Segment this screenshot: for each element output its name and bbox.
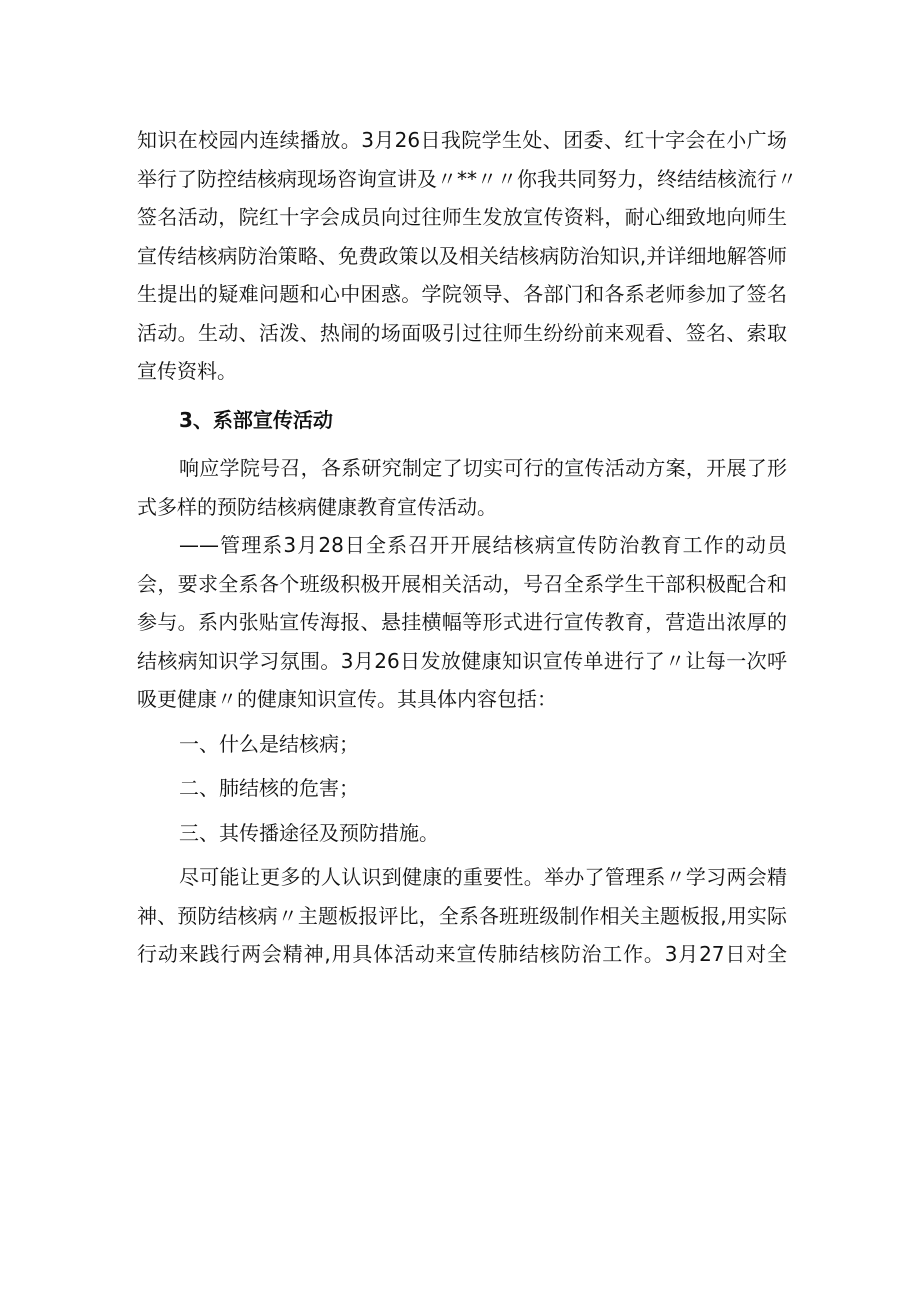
text-line: ——管理系3月28日全系召开开展结核病宣传防治教育工作的动员 — [179, 533, 787, 557]
content-list — [137, 725, 787, 853]
text-line: 宣传结核病防治策略、免费政策以及相关结核病防治知识,并详细地解答师 — [137, 243, 787, 268]
text-line: 响应学院号召，各系研究制定了切实可行的宣传活动方案，开展了形 — [179, 456, 787, 480]
text-line: 式多样的预防结核病健康教育宣传活动。 — [137, 494, 497, 519]
text-line: 神、预防结核病〃主题板报评比，全系各班班级制作相关主题板报,用实际 — [137, 903, 787, 928]
spacer — [137, 391, 787, 401]
text-line: 吸更健康〃的健康知识宣传。其具体内容包括： — [137, 687, 557, 711]
section-heading: 3、系部宣传活动 — [179, 407, 333, 432]
text-line: 尽可能让更多的人认识到健康的重要性。举办了管理系〃学习两会精 — [179, 865, 787, 889]
text-line: 宣传资料。 — [137, 359, 237, 383]
list-item: 二、肺结核的危害； — [179, 776, 359, 800]
text-line: 知识在校园内连续播放。3月26日我院学生处、团委、红十字会在小广场 — [137, 128, 787, 152]
text-line: 生提出的疑难问题和心中困惑。学院领导、各部门和各系老师参加了签名 — [137, 282, 787, 306]
text-line: 会，要求全系各个班级积极开展相关活动，号召全系学生干部积极配合和 — [137, 571, 787, 596]
text-line: 签名活动，院红十字会成员向过往师生发放宣传资料，耐心细致地向师生 — [137, 205, 787, 229]
list-item: 三、其传播途径及预防措施。 — [179, 820, 439, 845]
text-line: 举行了防控结核病现场咨询宣讲及〃**〃〃你我共同努力，终结结核流行〃 — [137, 166, 797, 191]
paragraph-department-response — [137, 449, 787, 526]
paragraph-campus-activity — [137, 121, 797, 391]
paragraph-management-dept — [137, 526, 787, 719]
text-line: 参与。系内张贴宣传海报、悬挂横幅等形式进行宣传教育，营造出浓厚的 — [137, 610, 787, 634]
text-line: 行动来践行两会精神,用具体活动来宣传肺结核防治工作。3月27日对全 — [137, 942, 787, 966]
list-item: 一、什么是结核病； — [179, 731, 359, 756]
text-line: 结核病知识学习氛围。3月26日发放健康知识宣传单进行了〃让每一次呼 — [137, 648, 787, 673]
paragraph-board-contest — [137, 858, 787, 974]
document-page — [137, 121, 797, 974]
spacer — [137, 439, 787, 449]
text-line: 活动。生动、活泼、热闹的场面吸引过往师生纷纷前来观看、签名、索取 — [137, 320, 787, 345]
